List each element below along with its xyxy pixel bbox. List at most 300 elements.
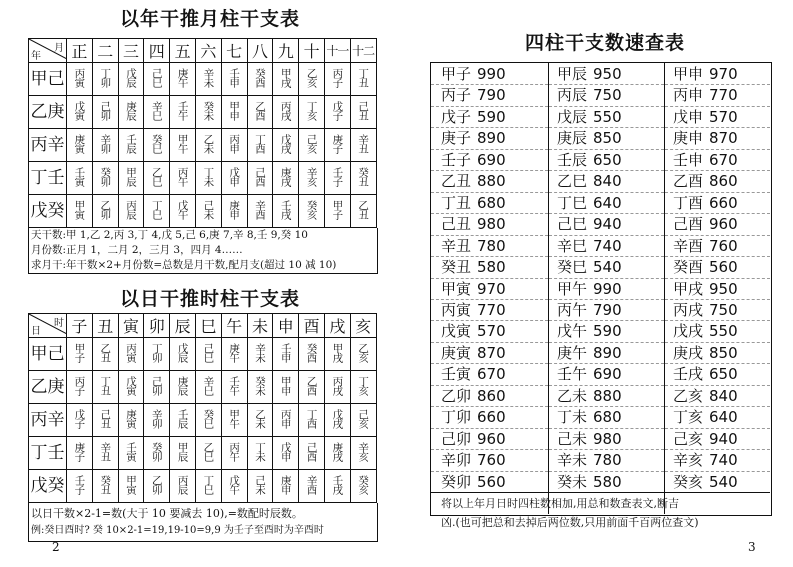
month-ganzhi-cell: 丁亥 xyxy=(299,96,325,129)
month-ganzhi-cell: 丙子 xyxy=(324,63,350,96)
month-ganzhi-cell: 癸巳 xyxy=(144,129,170,162)
hour-ganzhi-cell: 己卯 xyxy=(144,371,170,404)
lookup-entry xyxy=(557,127,622,149)
hour-ganzhi-cell: 甲戌 xyxy=(324,338,350,371)
month-row-stems: 乙庚 xyxy=(29,96,67,129)
month-note-line: 月份数:正月 1，二月 2，三月 3，四月 4…… xyxy=(31,244,243,256)
hour-ganzhi-cell: 戊戌 xyxy=(324,404,350,437)
lookup-number: 980 xyxy=(593,429,622,448)
hour-corner-top-label: 时 xyxy=(54,318,64,329)
month-corner-bottom-label: 年 xyxy=(31,51,41,62)
lookup-ganzhi: 甲申 xyxy=(673,65,704,83)
lookup-number: 850 xyxy=(709,343,738,362)
lookup-number: 960 xyxy=(477,429,506,448)
hour-ganzhi-cell: 辛巳 xyxy=(195,371,221,404)
month-ganzhi-cell: 乙丑 xyxy=(350,195,376,228)
hour-ganzhi-cell: 丙寅 xyxy=(118,338,144,371)
lookup-ganzhi: 甲寅 xyxy=(441,279,472,298)
hour-ganzhi-cell: 甲申 xyxy=(273,371,299,404)
page-number-right: 3 xyxy=(748,540,756,554)
month-column-header: 九 xyxy=(273,39,299,63)
lookup-number: 970 xyxy=(477,279,506,298)
lookup-entry xyxy=(441,342,506,364)
hour-row xyxy=(29,470,377,503)
hour-ganzhi-cell: 甲寅 xyxy=(118,470,144,503)
lookup-number: 970 xyxy=(709,65,738,83)
hour-note-line: 以日干数×2-1=数(大于 10 要减去 10),=数配时辰数。 xyxy=(31,507,303,520)
lookup-ganzhi: 癸酉 xyxy=(673,258,704,277)
lookup-ganzhi: 戊戌 xyxy=(673,322,704,341)
hour-ganzhi-cell: 辛丑 xyxy=(92,437,118,470)
month-ganzhi-cell: 壬寅 xyxy=(67,162,93,195)
lookup-ganzhi: 辛亥 xyxy=(673,451,704,470)
lookup-number: 950 xyxy=(709,279,738,298)
month-column-header: 十二 xyxy=(350,39,376,63)
month-ganzhi-cell: 壬子 xyxy=(324,162,350,195)
month-ganzhi-cell: 戊寅 xyxy=(67,96,93,129)
hour-ganzhi-cell: 庚寅 xyxy=(118,404,144,437)
lookup-entry xyxy=(441,428,506,450)
lookup-number: 860 xyxy=(709,172,738,191)
lookup-number: 660 xyxy=(477,408,506,427)
month-row xyxy=(29,63,377,96)
lookup-ganzhi: 甲子 xyxy=(441,65,472,83)
hour-ganzhi-cell: 壬寅 xyxy=(118,437,144,470)
lookup-ganzhi: 乙酉 xyxy=(673,172,704,191)
month-ganzhi-cell: 癸未 xyxy=(195,96,221,129)
lookup-number: 780 xyxy=(593,451,622,470)
lookup-entry xyxy=(557,299,622,321)
hour-ganzhi-cell: 癸酉 xyxy=(299,338,325,371)
hour-ganzhi-cell: 乙未 xyxy=(247,404,273,437)
lookup-ganzhi: 庚申 xyxy=(673,129,704,148)
hour-ganzhi-cell: 癸未 xyxy=(247,371,273,404)
hour-ganzhi-cell: 丙戌 xyxy=(324,371,350,404)
hour-table-container xyxy=(28,313,378,542)
lookup-ganzhi: 己丑 xyxy=(441,215,472,234)
lookup-ganzhi: 辛卯 xyxy=(441,451,472,470)
lookup-ganzhi: 癸丑 xyxy=(441,258,472,277)
lookup-ganzhi: 己亥 xyxy=(673,429,704,448)
lookup-ganzhi: 戊申 xyxy=(673,107,704,126)
lookup-number: 590 xyxy=(593,322,622,341)
hour-ganzhi-cell: 甲子 xyxy=(67,338,93,371)
lookup-entry xyxy=(673,235,738,257)
hour-ganzhi-cell: 癸丑 xyxy=(92,470,118,503)
lookup-number: 770 xyxy=(709,86,738,105)
hour-ganzhi-cell: 乙卯 xyxy=(144,470,170,503)
hour-ganzhi-cell: 乙丑 xyxy=(92,338,118,371)
lookup-ganzhi: 己卯 xyxy=(441,429,472,448)
lookup-ganzhi: 丁巳 xyxy=(557,193,588,212)
lookup-number: 670 xyxy=(709,150,738,169)
month-ganzhi-cell: 辛卯 xyxy=(92,129,118,162)
lookup-ganzhi: 辛丑 xyxy=(441,236,472,255)
month-corner-cell xyxy=(29,39,67,63)
lookup-number: 990 xyxy=(477,65,506,83)
lookup-entry xyxy=(557,235,622,257)
lookup-ganzhi: 戊寅 xyxy=(441,322,472,341)
hour-ganzhi-cell: 丙辰 xyxy=(170,470,196,503)
lookup-number: 860 xyxy=(477,386,506,405)
month-row xyxy=(29,129,377,162)
hour-corner-bottom-label: 日 xyxy=(31,326,41,337)
month-ganzhi-cell: 戊申 xyxy=(221,162,247,195)
lookup-ganzhi: 癸巳 xyxy=(557,258,588,277)
lookup-entry xyxy=(557,213,622,235)
lookup-entry xyxy=(673,213,738,235)
lookup-number: 790 xyxy=(593,300,622,319)
lookup-note-line: 将以上年月日时四柱数相加,用总和数查表文,断吉 xyxy=(441,497,679,510)
hour-ganzhi-cell: 乙亥 xyxy=(350,338,376,371)
hour-ganzhi-cell: 庚申 xyxy=(273,470,299,503)
lookup-entry xyxy=(673,428,738,450)
lookup-number: 550 xyxy=(709,322,738,341)
lookup-entry xyxy=(557,471,622,493)
month-ganzhi-cell: 丙戌 xyxy=(273,96,299,129)
lookup-number: 780 xyxy=(477,236,506,255)
lookup-ganzhi: 癸亥 xyxy=(673,472,704,491)
lookup-entry xyxy=(673,299,738,321)
lookup-entry xyxy=(441,320,506,342)
month-ganzhi-cell: 甲寅 xyxy=(67,195,93,228)
lookup-entry xyxy=(673,406,738,428)
hour-ganzhi-cell: 丙子 xyxy=(67,371,93,404)
month-ganzhi-cell: 乙亥 xyxy=(299,63,325,96)
lookup-number: 580 xyxy=(593,472,622,491)
lookup-number: 670 xyxy=(477,365,506,384)
lookup-entry xyxy=(441,256,506,278)
month-ganzhi-cell: 戊午 xyxy=(170,195,196,228)
lookup-ganzhi: 壬午 xyxy=(557,365,588,384)
lookup-ganzhi: 丁卯 xyxy=(441,408,472,427)
hour-row xyxy=(29,437,377,470)
month-column-header: 四 xyxy=(144,39,170,63)
month-ganzhi-cell: 辛未 xyxy=(195,63,221,96)
month-corner-top-label: 月 xyxy=(54,43,64,54)
lookup-number: 540 xyxy=(709,472,738,491)
hour-ganzhi-cell: 庚子 xyxy=(67,437,93,470)
hour-ganzhi-cell: 丁未 xyxy=(247,437,273,470)
lookup-entry xyxy=(441,471,506,493)
hour-ganzhi-cell: 乙巳 xyxy=(195,437,221,470)
month-row xyxy=(29,96,377,129)
lookup-entry xyxy=(557,192,622,214)
lookup-ganzhi: 己巳 xyxy=(557,215,588,234)
lookup-entry xyxy=(557,320,622,342)
lookup-number: 870 xyxy=(709,129,738,148)
month-column-header: 二 xyxy=(92,39,118,63)
month-ganzhi-cell: 庚子 xyxy=(324,129,350,162)
lookup-ganzhi: 丁酉 xyxy=(673,193,704,212)
month-ganzhi-cell: 甲辰 xyxy=(118,162,144,195)
lookup-entry xyxy=(557,449,622,471)
month-ganzhi-cell: 壬戌 xyxy=(273,195,299,228)
lookup-ganzhi: 辛酉 xyxy=(673,236,704,255)
lookup-number: 880 xyxy=(593,386,622,405)
hour-row xyxy=(29,371,377,404)
hour-ganzhi-cell: 己丑 xyxy=(92,404,118,437)
lookup-number: 570 xyxy=(709,107,738,126)
month-note-line: 天干数:甲 1,乙 2,丙 3,丁 4,戊 5,己 6,庚 7,辛 8,壬 9,癸 10 xyxy=(31,229,308,241)
hour-table xyxy=(28,313,377,503)
month-ganzhi-cell: 辛酉 xyxy=(247,195,273,228)
lookup-number: 540 xyxy=(593,258,622,277)
lookup-entry xyxy=(441,406,506,428)
hour-ganzhi-cell: 戊寅 xyxy=(118,371,144,404)
lookup-number: 680 xyxy=(477,193,506,212)
lookup-ganzhi: 癸未 xyxy=(557,472,588,491)
lookup-entry xyxy=(673,170,738,192)
month-row xyxy=(29,162,377,195)
lookup-entry xyxy=(557,63,622,85)
lookup-number: 590 xyxy=(477,107,506,126)
lookup-ganzhi: 己酉 xyxy=(673,215,704,234)
month-ganzhi-cell: 甲子 xyxy=(324,195,350,228)
lookup-ganzhi: 丙辰 xyxy=(557,86,588,105)
lookup-number: 760 xyxy=(709,236,738,255)
hour-ganzhi-cell: 甲午 xyxy=(221,404,247,437)
lookup-entry xyxy=(441,63,506,85)
lookup-ganzhi: 丁未 xyxy=(557,408,588,427)
month-ganzhi-cell: 己未 xyxy=(195,195,221,228)
hour-ganzhi-cell: 癸卯 xyxy=(144,437,170,470)
month-ganzhi-cell: 己卯 xyxy=(92,96,118,129)
month-ganzhi-cell: 庚戌 xyxy=(273,162,299,195)
lookup-number: 650 xyxy=(593,150,622,169)
month-column-header: 十 xyxy=(299,39,325,63)
lookup-entry xyxy=(557,84,622,106)
hour-ganzhi-cell: 戊子 xyxy=(67,404,93,437)
month-ganzhi-cell: 乙未 xyxy=(195,129,221,162)
hour-column-header: 未 xyxy=(247,314,273,338)
lookup-number: 990 xyxy=(593,279,622,298)
month-column-header: 六 xyxy=(195,39,221,63)
lookup-ganzhi: 甲戌 xyxy=(673,279,704,298)
lookup-ganzhi: 丙寅 xyxy=(441,300,472,319)
month-ganzhi-cell: 己亥 xyxy=(299,129,325,162)
hour-column-header: 巳 xyxy=(195,314,221,338)
lookup-ganzhi: 丙子 xyxy=(441,86,472,105)
lookup-ganzhi: 壬寅 xyxy=(441,365,472,384)
month-ganzhi-cell: 辛巳 xyxy=(144,96,170,129)
hour-ganzhi-cell: 己亥 xyxy=(350,404,376,437)
month-ganzhi-cell: 乙酉 xyxy=(247,96,273,129)
hour-row xyxy=(29,404,377,437)
lookup-number: 880 xyxy=(477,172,506,191)
hour-column-header: 戌 xyxy=(324,314,350,338)
hour-ganzhi-cell: 壬戌 xyxy=(324,470,350,503)
lookup-number: 940 xyxy=(593,215,622,234)
lookup-number: 940 xyxy=(709,429,738,448)
lookup-number: 740 xyxy=(593,236,622,255)
lookup-ganzhi: 戊午 xyxy=(557,322,588,341)
month-column-header: 十一 xyxy=(324,39,350,63)
month-ganzhi-cell: 戊辰 xyxy=(118,63,144,96)
lookup-entry xyxy=(441,84,506,106)
lookup-entry xyxy=(673,84,738,106)
lookup-number: 640 xyxy=(593,193,622,212)
lookup-ganzhi: 甲辰 xyxy=(557,65,588,83)
month-ganzhi-cell: 壬申 xyxy=(221,63,247,96)
lookup-entry xyxy=(441,213,506,235)
lookup-entry xyxy=(673,63,738,85)
lookup-number: 870 xyxy=(477,343,506,362)
hour-row-stems: 丁壬 xyxy=(29,437,67,470)
lookup-number: 890 xyxy=(477,129,506,148)
lookup-entry xyxy=(441,363,506,385)
lookup-number: 980 xyxy=(477,215,506,234)
hour-note-line: 例:癸日酉时? 癸 10×2-1=19,19-10=9,9 为壬子至酉时为辛酉时 xyxy=(31,525,324,536)
lookup-entry xyxy=(673,385,738,407)
lookup-number: 760 xyxy=(477,451,506,470)
lookup-ganzhi: 己未 xyxy=(557,429,588,448)
lookup-entry xyxy=(441,385,506,407)
lookup-ganzhi: 乙卯 xyxy=(441,386,472,405)
month-ganzhi-cell: 丙午 xyxy=(170,162,196,195)
month-ganzhi-cell: 乙卯 xyxy=(92,195,118,228)
month-ganzhi-cell: 戊戌 xyxy=(273,129,299,162)
hour-column-header: 卯 xyxy=(144,314,170,338)
lookup-table-title: 四柱干支数速查表 xyxy=(524,32,685,54)
month-ganzhi-cell: 壬辰 xyxy=(118,129,144,162)
lookup-number: 750 xyxy=(593,86,622,105)
hour-row-stems: 乙庚 xyxy=(29,371,67,404)
month-ganzhi-cell: 庚寅 xyxy=(67,129,93,162)
month-ganzhi-cell: 庚辰 xyxy=(118,96,144,129)
hour-column-header: 申 xyxy=(273,314,299,338)
lookup-entry xyxy=(557,428,622,450)
lookup-ganzhi: 庚戌 xyxy=(673,343,704,362)
lookup-entry xyxy=(441,149,506,171)
hour-ganzhi-cell: 戊辰 xyxy=(170,338,196,371)
lookup-entry xyxy=(557,170,622,192)
lookup-number: 550 xyxy=(593,107,622,126)
month-ganzhi-cell: 丙申 xyxy=(221,129,247,162)
hour-row-stems: 戊癸 xyxy=(29,470,67,503)
lookup-entry xyxy=(441,449,506,471)
month-notes xyxy=(28,228,378,274)
lookup-number: 770 xyxy=(477,300,506,319)
month-ganzhi-cell: 丙寅 xyxy=(67,63,93,96)
lookup-entry xyxy=(557,385,622,407)
lookup-entry xyxy=(441,299,506,321)
lookup-number: 740 xyxy=(709,451,738,470)
lookup-entry xyxy=(557,363,622,385)
month-ganzhi-cell: 甲戌 xyxy=(273,63,299,96)
month-ganzhi-cell: 丁未 xyxy=(195,162,221,195)
lookup-entry xyxy=(673,471,738,493)
lookup-number: 840 xyxy=(709,386,738,405)
lookup-entry xyxy=(441,192,506,214)
hour-ganzhi-cell: 甲辰 xyxy=(170,437,196,470)
lookup-ganzhi: 庚辰 xyxy=(557,129,588,148)
lookup-number: 850 xyxy=(593,129,622,148)
month-ganzhi-cell: 癸卯 xyxy=(92,162,118,195)
hour-ganzhi-cell: 丁丑 xyxy=(92,371,118,404)
month-ganzhi-cell: 壬午 xyxy=(170,96,196,129)
lookup-ganzhi: 丙申 xyxy=(673,86,704,105)
hour-row-stems: 丙辛 xyxy=(29,404,67,437)
hour-column-header: 酉 xyxy=(299,314,325,338)
lookup-entry xyxy=(673,149,738,171)
hour-ganzhi-cell: 庚戌 xyxy=(324,437,350,470)
lookup-ganzhi: 乙丑 xyxy=(441,172,472,191)
lookup-entry xyxy=(441,278,506,300)
lookup-entry xyxy=(441,106,506,128)
month-column-header: 八 xyxy=(247,39,273,63)
month-ganzhi-cell: 丙辰 xyxy=(118,195,144,228)
hour-ganzhi-cell: 辛未 xyxy=(247,338,273,371)
lookup-ganzhi: 乙亥 xyxy=(673,386,704,405)
hour-ganzhi-cell: 己未 xyxy=(247,470,273,503)
lookup-entry xyxy=(557,342,622,364)
lookup-number: 560 xyxy=(709,258,738,277)
lookup-entry xyxy=(673,192,738,214)
lookup-ganzhi: 丁亥 xyxy=(673,408,704,427)
hour-ganzhi-cell: 戊午 xyxy=(221,470,247,503)
lookup-entry xyxy=(673,106,738,128)
hour-ganzhi-cell: 丙申 xyxy=(273,404,299,437)
hour-ganzhi-cell: 戊申 xyxy=(273,437,299,470)
lookup-number: 680 xyxy=(593,408,622,427)
hour-column-header: 午 xyxy=(221,314,247,338)
hour-notes xyxy=(28,503,378,542)
month-ganzhi-cell: 己巳 xyxy=(144,63,170,96)
month-table xyxy=(28,38,377,228)
lookup-ganzhi: 丙戌 xyxy=(673,300,704,319)
lookup-divider xyxy=(664,62,665,514)
lookup-number: 840 xyxy=(593,172,622,191)
lookup-ganzhi: 癸卯 xyxy=(441,472,472,491)
hour-ganzhi-cell: 庚辰 xyxy=(170,371,196,404)
hour-ganzhi-cell: 丁亥 xyxy=(350,371,376,404)
lookup-entry xyxy=(557,406,622,428)
lookup-ganzhi: 庚子 xyxy=(441,129,472,148)
hour-ganzhi-cell: 辛亥 xyxy=(350,437,376,470)
lookup-entry xyxy=(557,149,622,171)
lookup-ganzhi: 戊子 xyxy=(441,107,472,126)
lookup-divider xyxy=(548,62,549,514)
lookup-ganzhi: 丙午 xyxy=(557,300,588,319)
month-row xyxy=(29,195,377,228)
lookup-number: 950 xyxy=(593,65,622,83)
hour-ganzhi-cell: 壬午 xyxy=(221,371,247,404)
lookup-ganzhi: 庚寅 xyxy=(441,343,472,362)
lookup-entry xyxy=(557,278,622,300)
lookup-entry xyxy=(441,235,506,257)
lookup-number: 660 xyxy=(709,193,738,212)
hour-ganzhi-cell: 壬子 xyxy=(67,470,93,503)
lookup-number: 750 xyxy=(709,300,738,319)
month-ganzhi-cell: 甲申 xyxy=(221,96,247,129)
lookup-ganzhi: 庚午 xyxy=(557,343,588,362)
lookup-entry xyxy=(557,256,622,278)
lookup-entry xyxy=(673,342,738,364)
lookup-number: 690 xyxy=(593,365,622,384)
month-ganzhi-cell: 辛亥 xyxy=(299,162,325,195)
hour-column-header: 辰 xyxy=(170,314,196,338)
hour-ganzhi-cell: 丙午 xyxy=(221,437,247,470)
hour-ganzhi-cell: 己酉 xyxy=(299,437,325,470)
hour-row-stems: 甲己 xyxy=(29,338,67,371)
hour-ganzhi-cell: 壬申 xyxy=(273,338,299,371)
lookup-number: 580 xyxy=(477,258,506,277)
lookup-number: 960 xyxy=(709,215,738,234)
month-column-header: 五 xyxy=(170,39,196,63)
hour-ganzhi-cell: 丁卯 xyxy=(144,338,170,371)
month-ganzhi-cell: 甲午 xyxy=(170,129,196,162)
